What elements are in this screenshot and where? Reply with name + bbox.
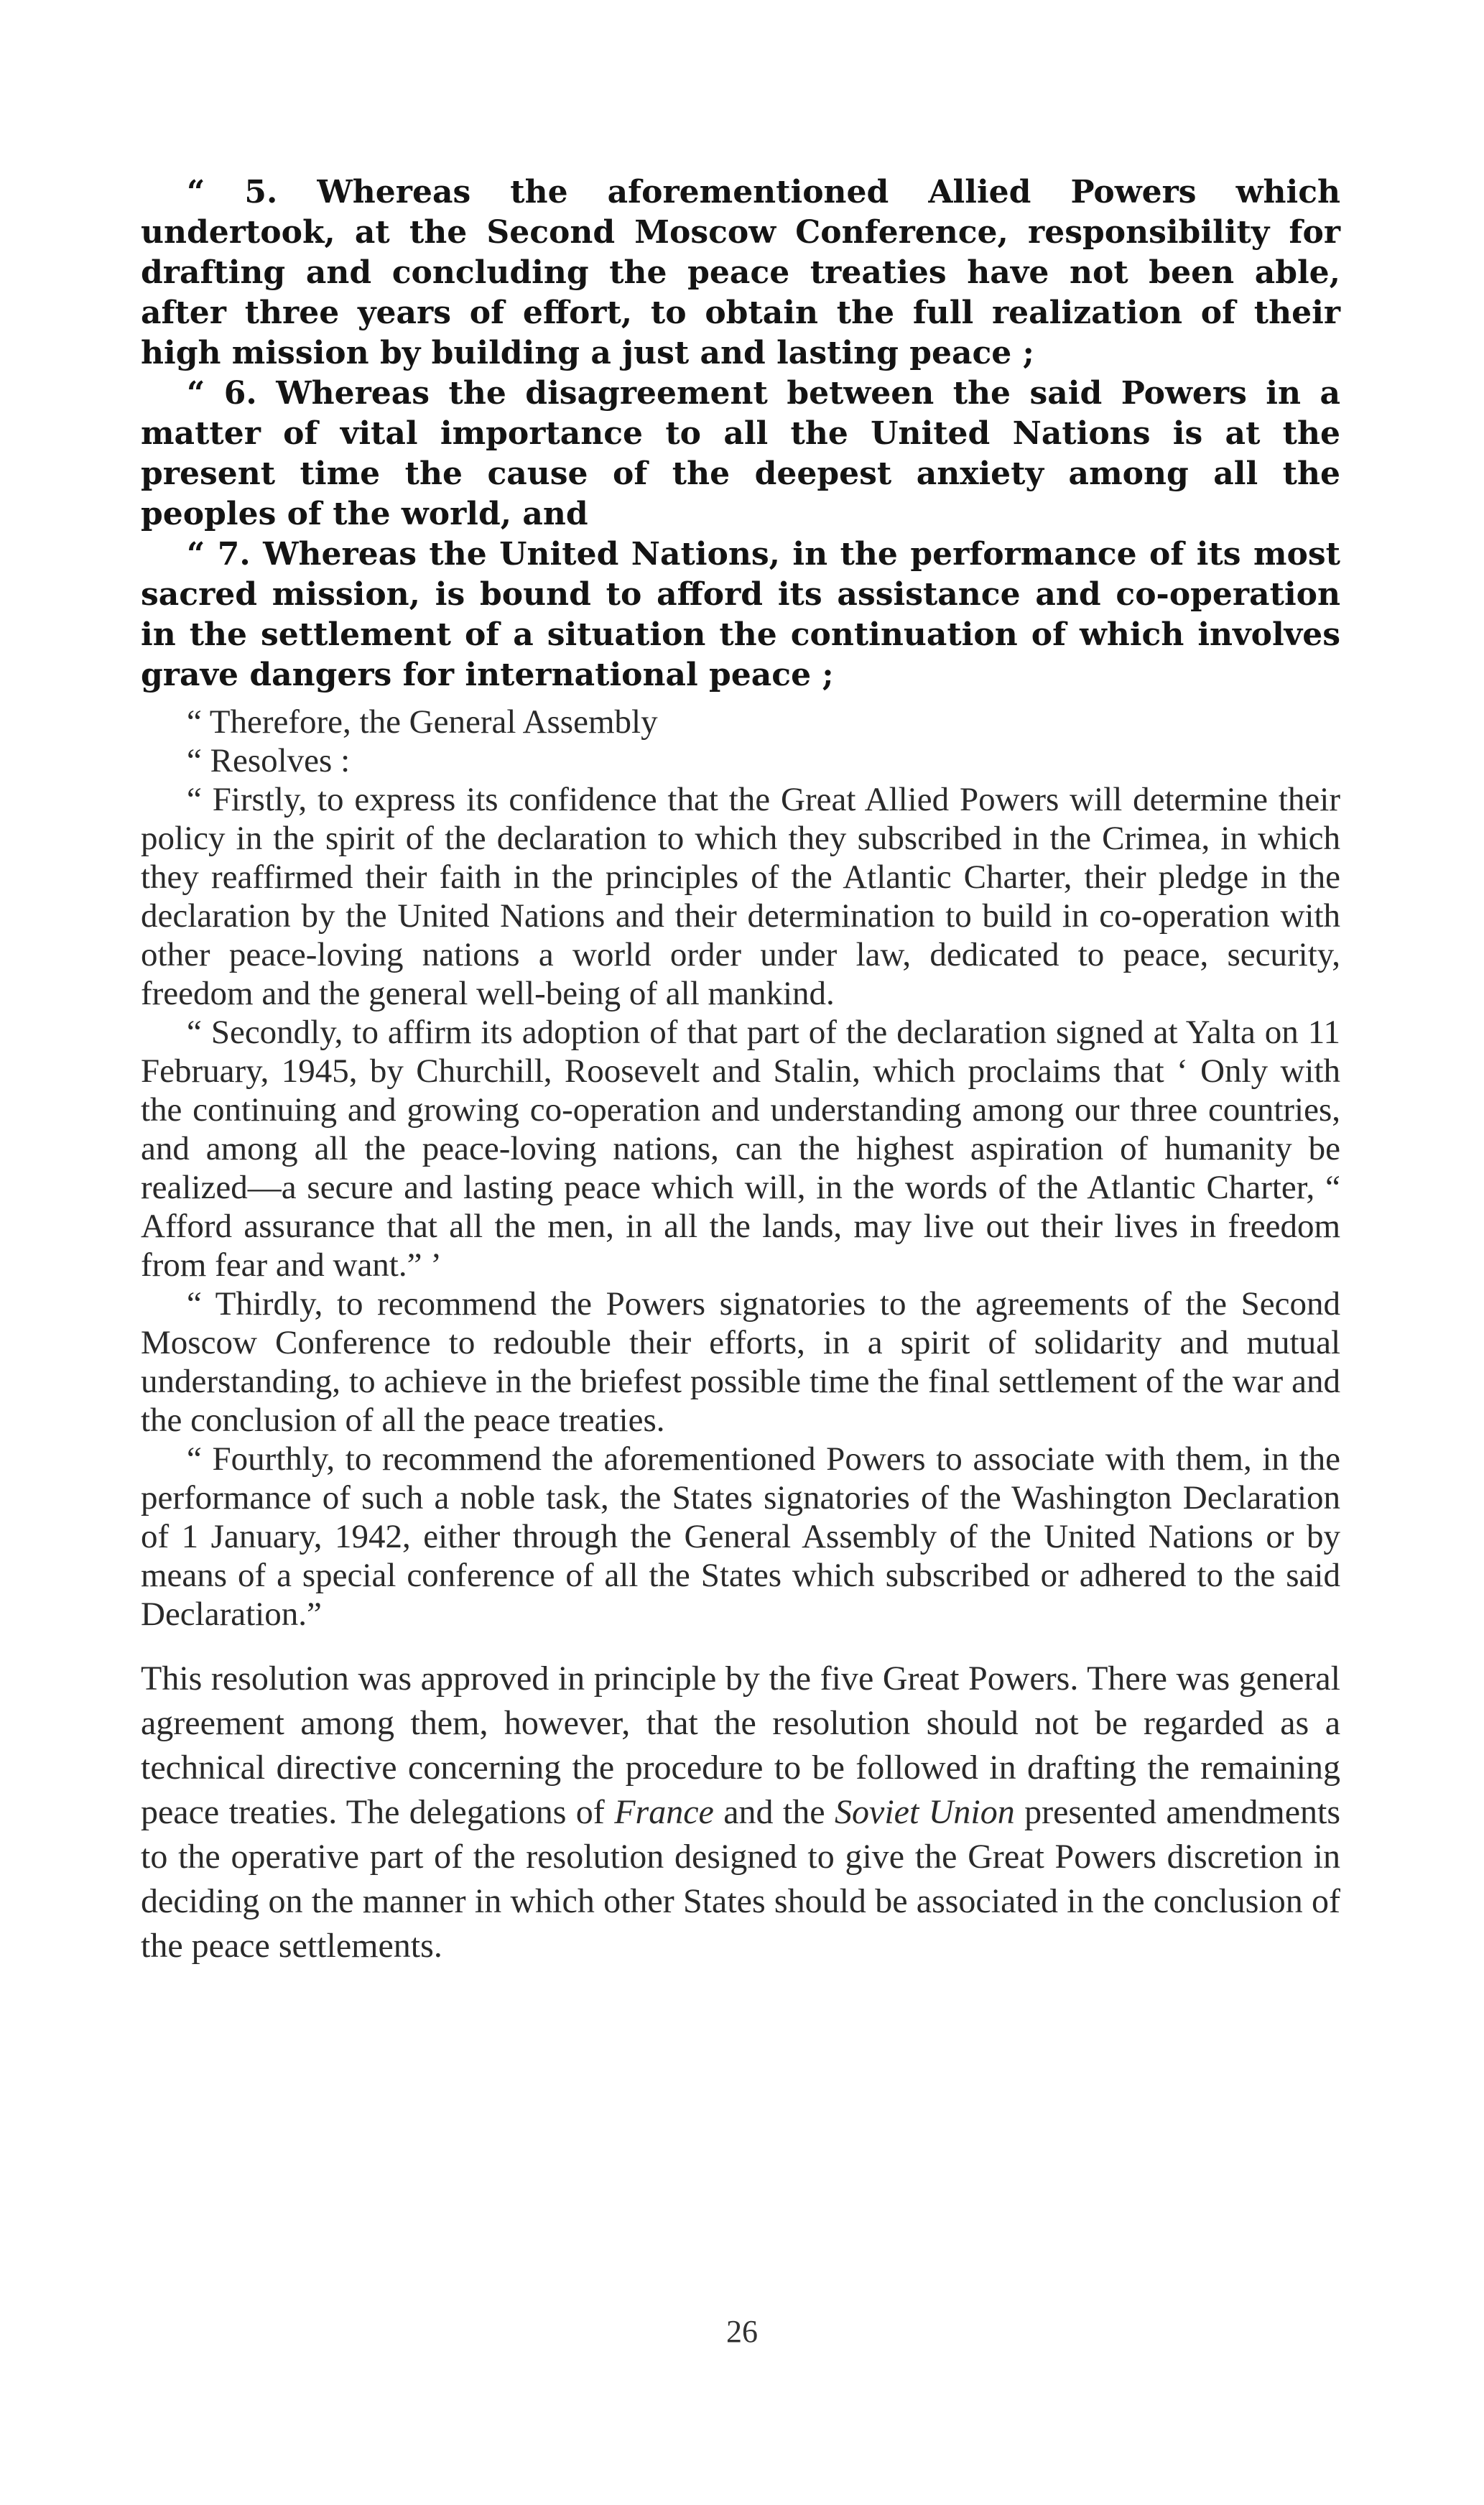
clause-5: “ 5. Whereas the aforementioned Allied Powers which undertook, at the Second Moscow Conference, responsibility for drafting and concluding the peace treaties have not been able, after three years of effort, to obtain the full realization of their high mission by building a just and lasting peace ; [141, 174, 1340, 371]
resolves-line: “ Resolves : [187, 742, 351, 779]
whereas-clauses [141, 172, 1340, 695]
clause-6: “ 6. Whereas the disagreement between the said Powers in a matter of vital importance to all the United Nations is at the present time the cause of the deepest anxiety among all the peoples of the world, and [141, 375, 1340, 532]
page-number: 26 [726, 2314, 758, 2349]
clause-7: “ 7. Whereas the United Nations, in the performance of its most sacred mission, is bound to afford its assistance and co-operation in the settlement of a situation the continuation of which involves grave dangers for international peace ; [141, 536, 1340, 693]
closing-commentary [141, 1657, 1340, 1968]
therefore-line: “ Therefore, the General Assembly [187, 703, 658, 741]
closing-part-2: and the [723, 1793, 825, 1831]
document-page [141, 172, 1340, 1968]
france-name: France [614, 1793, 714, 1831]
secondly-paragraph: “ Secondly, to affirm its adoption of that part of the declaration signed at Yalta on 11 February, 1945, by Churchill, Roosevelt and Stalin, which proclaims that ‘ Only with the continuing and growing co-operation and understanding among our three countries, and among all the peace-loving nations, can the highest aspiration of humanity be realized—a secure and lasting peace which will, in the words of the Atlantic Charter, “ Afford assurance that all the men, in all the lands, may live out their lives in freedom from fear and want.” ’ [141, 1014, 1340, 1284]
thirdly-paragraph: “ Thirdly, to recommend the Powers signatories to the agreements of the Second Moscow Conference to redouble their efforts, in a spirit of solidarity and mutual understanding, to achieve in the briefest possible time the final settlement of the war and the conclusion of all the peace treaties. [141, 1285, 1340, 1439]
closing-paragraph [141, 1657, 1340, 1968]
soviet-union-name: Soviet Union [835, 1793, 1015, 1831]
closing-part-1: This resolution was approved in principle by the five Great Powers. There was general agreement among them, however, that the resolution should not be regarded as a technical directive concerning the procedure to be followed in drafting the remaining peace treaties. The delegations of [141, 1659, 1340, 1831]
firstly-paragraph: “ Firstly, to express its confidence that the Great Allied Powers will determine their policy in the spirit of the declaration to which they subscribed in the Crimea, in which they reaffirmed their faith in the principles of the Atlantic Charter, their pledge in the declaration by the United Nations and their determination to build in co-operation with other peace-loving nations a world order under law, dedicated to peace, security, freedom and the general well-being of all mankind. [141, 781, 1340, 1012]
resolution-body [141, 703, 1340, 1634]
closing-part-3: presented amendments to the operative part of the resolution designed to give the Great Powers discretion in deciding on the manner in which other States should be associated in the conclusion of the peace settlements. [141, 1793, 1341, 1965]
fourthly-paragraph: “ Fourthly, to recommend the aforementioned Powers to associate with them, in the performance of such a noble task, the States signatories of the Washington Declaration of 1 January, 1942, either through the General Assembly of the United Nations or by means of a special conference of all the States which subscribed or adhered to the said Declaration.” [141, 1440, 1340, 1633]
